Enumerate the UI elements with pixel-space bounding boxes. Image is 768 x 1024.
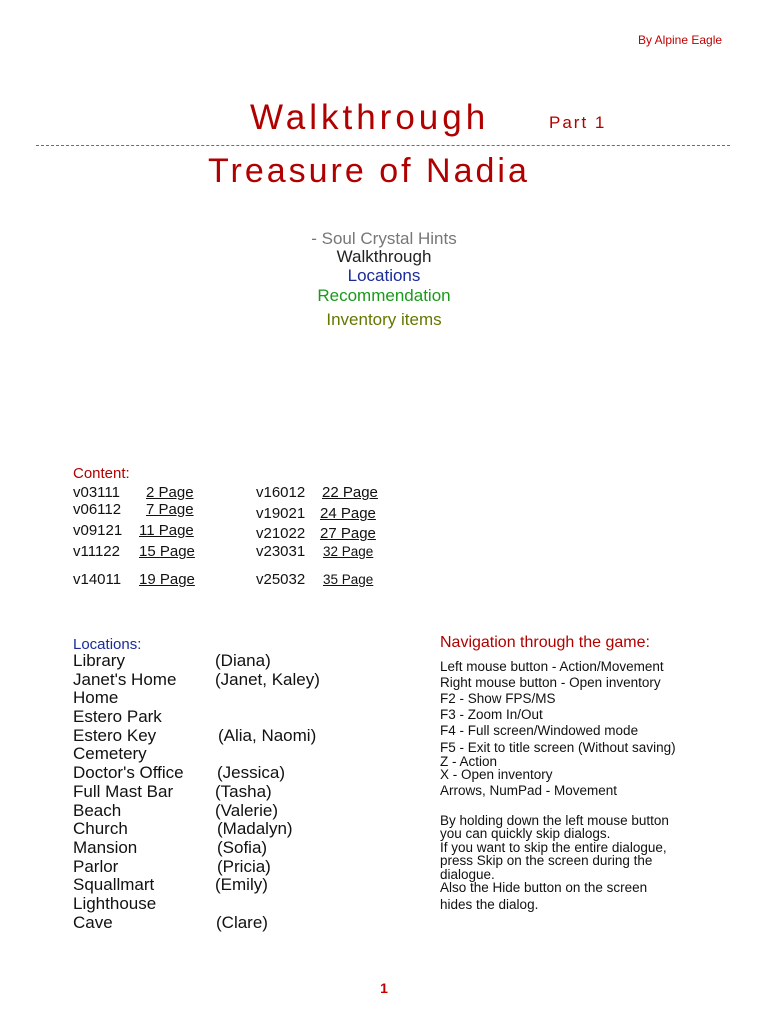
tip-line: you can quickly skip dialogs. [440, 826, 611, 841]
content-page-link[interactable]: 19 Page [139, 571, 195, 588]
content-code: v14011 [73, 571, 122, 588]
legend-locations: Locations [347, 266, 421, 285]
location-name: Cave [73, 912, 113, 932]
locations-heading: Locations: [73, 636, 142, 653]
tip-line: By holding down the left mouse button [440, 813, 669, 828]
content-code: v11122 [73, 543, 120, 560]
content-page-link[interactable]: 35 Page [323, 572, 374, 587]
location-characters: (Madalyn) [217, 819, 293, 839]
location-name: Squallmart [73, 875, 155, 895]
tip-line: If you want to skip the entire dialogue, [440, 840, 667, 855]
tip-line: press Skip on the screen during the [440, 853, 653, 868]
location-characters: (Diana) [215, 651, 271, 670]
location-name: Library [73, 651, 125, 670]
location-name: Parlor [73, 856, 119, 876]
control-line: F5 - Exit to title screen (Without saving) [440, 740, 676, 755]
content-entry [73, 522, 194, 539]
location-name: Beach [73, 800, 122, 820]
location-characters: (Emily) [215, 875, 268, 895]
location-characters: (Jessica) [217, 763, 286, 783]
content-entry [73, 484, 194, 501]
location-characters: (Clare) [216, 912, 268, 932]
legend-recommendation: Recommendation [317, 286, 451, 305]
content-code: v23031 [256, 543, 306, 560]
content-page-link[interactable]: 11 Page [139, 522, 194, 539]
control-line: X - Open inventory [440, 767, 553, 782]
tip-line: hides the dialog. [440, 897, 539, 912]
legend-soul-crystal-hints: - Soul Crystal Hints [311, 229, 457, 248]
tip-line: dialogue. [440, 867, 495, 882]
content-page-link[interactable]: 32 Page [323, 544, 374, 559]
part-label: Part 1 [549, 113, 607, 132]
content-entry [256, 543, 373, 560]
location-characters: (Alia, Naomi) [218, 725, 317, 745]
content-entry [256, 505, 376, 522]
control-line: Arrows, NumPad - Movement [440, 783, 618, 798]
content-entry [256, 525, 376, 542]
content-page-link[interactable]: 15 Page [139, 543, 195, 560]
location-characters: (Tasha) [215, 781, 272, 801]
title-divider [36, 145, 730, 146]
content-heading: Content: [73, 465, 130, 482]
control-line: F2 - Show FPS/MS [440, 691, 556, 706]
tip-line: Also the Hide button on the screen [440, 880, 648, 895]
content-page-link[interactable]: 27 Page [320, 525, 376, 542]
content-code: v06112 [73, 501, 122, 518]
content-code: v25032 [256, 571, 306, 588]
content-page-link[interactable]: 7 Page [146, 501, 194, 518]
location-name: Cemetery [73, 744, 147, 764]
content-page-link[interactable]: 24 Page [320, 505, 376, 522]
control-line: F4 - Full screen/Windowed mode [440, 723, 639, 738]
author-credit: By Alpine Eagle [638, 33, 723, 47]
content-code: v19021 [256, 505, 306, 522]
content-entry [256, 484, 378, 501]
content-page-link[interactable]: 2 Page [146, 484, 194, 501]
content-entry [256, 571, 373, 588]
content-entry [73, 571, 195, 588]
location-characters: (Pricia) [217, 856, 271, 876]
location-name: Estero Key [73, 725, 157, 745]
content-code: v03111 [73, 484, 120, 501]
location-name: Mansion [73, 837, 138, 857]
content-code: v09121 [73, 522, 123, 539]
control-line: Left mouse button - Action/Movement [440, 659, 664, 674]
content-code: v21022 [256, 525, 306, 542]
legend-inventory-items: Inventory items [326, 310, 442, 329]
navigation-heading: Navigation through the game: [440, 634, 650, 651]
content-entry [73, 543, 195, 560]
control-line: Z - Action [440, 754, 498, 769]
location-name: Doctor's Office [73, 763, 184, 783]
content-entry [73, 501, 194, 518]
location-name: Church [73, 819, 128, 839]
location-name: Lighthouse [73, 893, 157, 913]
page-number: 1 [380, 980, 388, 996]
content-page-link[interactable]: 22 Page [322, 484, 378, 501]
content-code: v16012 [256, 484, 306, 501]
location-name: Estero Park [73, 707, 162, 727]
location-characters: (Sofia) [217, 837, 268, 857]
location-name: Full Mast Bar [73, 781, 174, 801]
location-characters: (Janet, Kaley) [215, 669, 320, 689]
game-title: Treasure of Nadia [208, 152, 530, 190]
location-name: Janet's Home [73, 669, 177, 689]
control-line: Right mouse button - Open inventory [440, 675, 661, 690]
location-characters: (Valerie) [215, 800, 278, 820]
document-title: Walkthrough [250, 98, 490, 137]
location-name: Home [73, 688, 119, 708]
control-line: F3 - Zoom In/Out [440, 707, 543, 722]
legend-walkthrough: Walkthrough [336, 247, 432, 266]
